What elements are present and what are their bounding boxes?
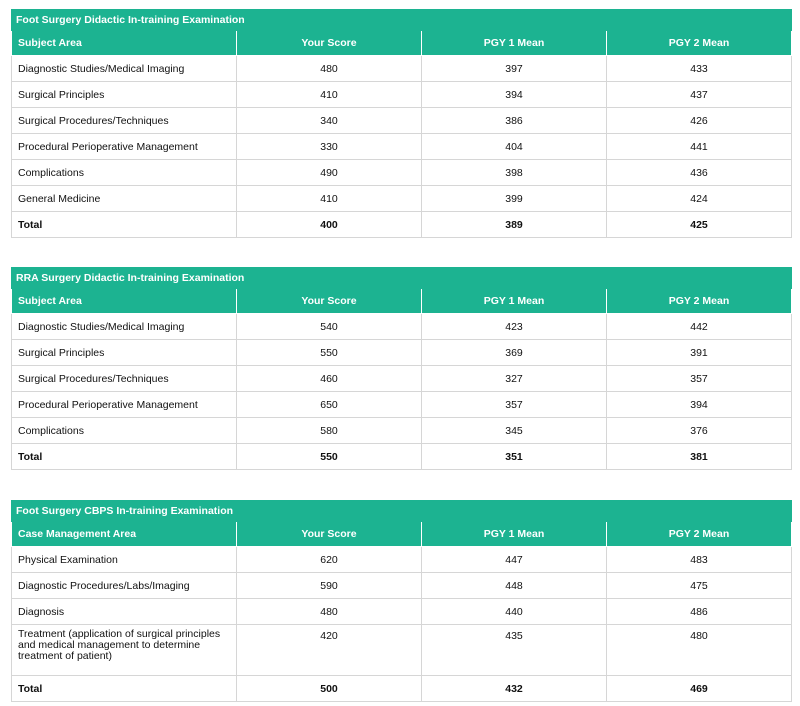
pgy2-cell: 394 (607, 392, 792, 418)
total-label: Total (12, 212, 237, 238)
subject-cell: Diagnosis (12, 599, 237, 625)
score-cell: 460 (237, 366, 422, 392)
pgy2-cell: 442 (607, 314, 792, 340)
subject-cell: Surgical Principles (12, 340, 237, 366)
score-cell: 410 (237, 186, 422, 212)
table-row (12, 82, 792, 108)
pgy2-cell: 376 (607, 418, 792, 444)
score-cell: 330 (237, 134, 422, 160)
pgy2-cell: 391 (607, 340, 792, 366)
table-row (12, 599, 792, 625)
table-total-row (12, 444, 792, 470)
subject-cell: Physical Examination (12, 547, 237, 573)
pgy1-cell: 398 (422, 160, 607, 186)
column-header: Your Score (237, 289, 422, 314)
total-score: 500 (237, 676, 422, 702)
pgy1-cell: 345 (422, 418, 607, 444)
subject-cell: Complications (12, 160, 237, 186)
score-cell: 620 (237, 547, 422, 573)
pgy1-cell: 404 (422, 134, 607, 160)
pgy1-cell: 447 (422, 547, 607, 573)
subject-cell: Procedural Perioperative Management (12, 134, 237, 160)
score-cell: 480 (237, 599, 422, 625)
score-cell: 550 (237, 340, 422, 366)
total-label: Total (12, 444, 237, 470)
table-row (12, 56, 792, 82)
subject-cell: Diagnostic Studies/Medical Imaging (12, 56, 237, 82)
rra-surgery-didactic-table (11, 267, 792, 470)
pgy2-cell: 480 (607, 625, 792, 676)
column-header: PGY 2 Mean (607, 522, 792, 547)
score-cell: 580 (237, 418, 422, 444)
pgy2-cell: 486 (607, 599, 792, 625)
total-score: 550 (237, 444, 422, 470)
pgy1-cell: 369 (422, 340, 607, 366)
pgy2-cell: 483 (607, 547, 792, 573)
table-title: Foot Surgery Didactic In-training Examination (12, 10, 792, 31)
pgy2-cell: 475 (607, 573, 792, 599)
subject-cell: Procedural Perioperative Management (12, 392, 237, 418)
total-pgy1: 432 (422, 676, 607, 702)
pgy2-cell: 433 (607, 56, 792, 82)
pgy1-cell: 357 (422, 392, 607, 418)
table-row (12, 573, 792, 599)
column-header: Your Score (237, 522, 422, 547)
pgy2-cell: 357 (607, 366, 792, 392)
pgy1-cell: 394 (422, 82, 607, 108)
column-header: PGY 1 Mean (422, 289, 607, 314)
pgy1-cell: 435 (422, 625, 607, 676)
table-title: RRA Surgery Didactic In-training Examination (12, 268, 792, 289)
table-row (12, 366, 792, 392)
total-pgy1: 389 (422, 212, 607, 238)
pgy2-cell: 424 (607, 186, 792, 212)
score-cell: 410 (237, 82, 422, 108)
subject-cell: General Medicine (12, 186, 237, 212)
pgy2-cell: 426 (607, 108, 792, 134)
table-total-row (12, 676, 792, 702)
column-header: Subject Area (12, 31, 237, 56)
total-label: Total (12, 676, 237, 702)
table-title-row (12, 268, 792, 289)
table-title: Foot Surgery CBPS In-training Examination (12, 501, 792, 522)
pgy2-cell: 436 (607, 160, 792, 186)
table-total-row (12, 212, 792, 238)
table-row (12, 186, 792, 212)
table-title-row (12, 10, 792, 31)
column-header: PGY 1 Mean (422, 31, 607, 56)
table-row (12, 547, 792, 573)
table-row (12, 418, 792, 444)
pgy2-cell: 437 (607, 82, 792, 108)
subject-cell: Diagnostic Procedures/Labs/Imaging (12, 573, 237, 599)
table-row (12, 134, 792, 160)
pgy1-cell: 397 (422, 56, 607, 82)
pgy1-cell: 440 (422, 599, 607, 625)
table-row (12, 108, 792, 134)
table-title-row (12, 501, 792, 522)
score-cell: 650 (237, 392, 422, 418)
subject-cell: Surgical Procedures/Techniques (12, 366, 237, 392)
table-row (12, 392, 792, 418)
table-header-row (12, 31, 792, 56)
pgy1-cell: 399 (422, 186, 607, 212)
total-pgy2: 381 (607, 444, 792, 470)
table-header-row (12, 522, 792, 547)
column-header: Your Score (237, 31, 422, 56)
subject-cell: Diagnostic Studies/Medical Imaging (12, 314, 237, 340)
foot-surgery-didactic-table (11, 9, 792, 238)
pgy1-cell: 448 (422, 573, 607, 599)
table-row (12, 340, 792, 366)
pgy1-cell: 327 (422, 366, 607, 392)
subject-cell: Complications (12, 418, 237, 444)
subject-cell: Surgical Procedures/Techniques (12, 108, 237, 134)
total-pgy2: 469 (607, 676, 792, 702)
column-header: Subject Area (12, 289, 237, 314)
score-cell: 480 (237, 56, 422, 82)
foot-surgery-cbps-table (11, 500, 792, 702)
total-pgy1: 351 (422, 444, 607, 470)
total-score: 400 (237, 212, 422, 238)
pgy1-cell: 386 (422, 108, 607, 134)
column-header: Case Management Area (12, 522, 237, 547)
score-cell: 590 (237, 573, 422, 599)
column-header: PGY 1 Mean (422, 522, 607, 547)
table-header-row (12, 289, 792, 314)
subject-cell: Treatment (application of surgical principles and medical management to determine treatment of patient) (12, 625, 237, 676)
subject-cell: Surgical Principles (12, 82, 237, 108)
score-cell: 490 (237, 160, 422, 186)
score-cell: 340 (237, 108, 422, 134)
score-cell: 420 (237, 625, 422, 676)
table-row (12, 160, 792, 186)
score-cell: 540 (237, 314, 422, 340)
table-row (12, 625, 792, 676)
table-row (12, 314, 792, 340)
pgy1-cell: 423 (422, 314, 607, 340)
column-header: PGY 2 Mean (607, 31, 792, 56)
total-pgy2: 425 (607, 212, 792, 238)
pgy2-cell: 441 (607, 134, 792, 160)
column-header: PGY 2 Mean (607, 289, 792, 314)
